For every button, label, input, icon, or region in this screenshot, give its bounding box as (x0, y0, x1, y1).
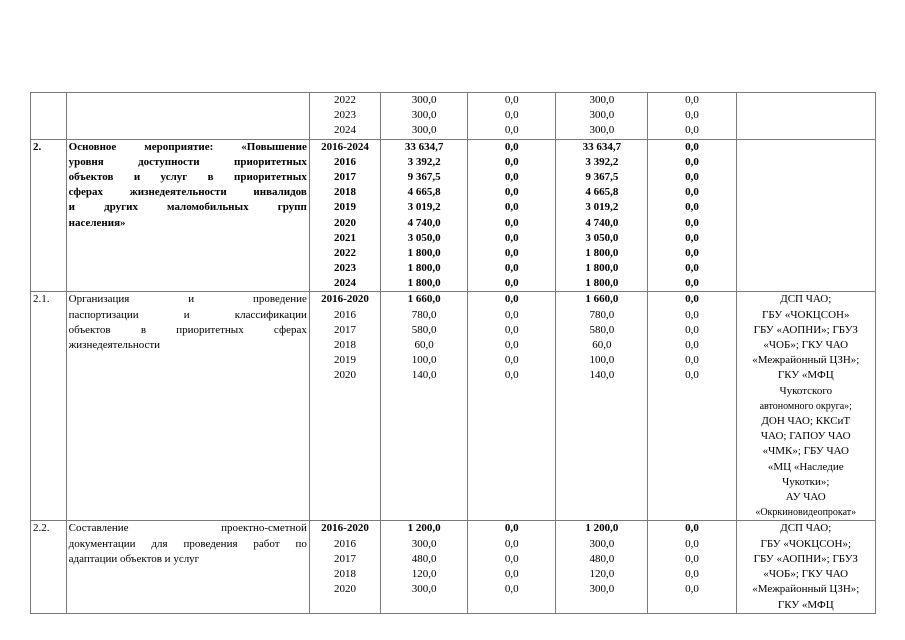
year-cell-row: 2019 (334, 201, 356, 214)
item-number (31, 521, 67, 613)
year-cell-row: 2017 (334, 170, 356, 183)
total-value-row: 140,0 (411, 369, 437, 382)
item-name-line: Составление проектно-сметной (68, 522, 307, 535)
item-number (31, 292, 67, 521)
value-col-4-row: 0,0 (685, 277, 699, 290)
value-col-3-row: 4 665,8 (585, 186, 619, 199)
value-col-3-row: 300,0 (589, 583, 615, 596)
item-number (31, 139, 67, 292)
item-name-line: жизнедеятельности (68, 339, 161, 351)
executor-line: ГБУ «ЧОКЦСОН»; (760, 537, 851, 550)
value-col-3-row: 1 200,0 (585, 522, 619, 535)
value-col-3-row: 100,0 (589, 354, 615, 367)
value-col-3-row: 9 367,5 (585, 170, 619, 183)
executor-line: автономного округа»; (759, 400, 852, 412)
executor-line: АУ ЧАО (785, 491, 826, 504)
value-col-4-row: 0,0 (685, 246, 699, 259)
value-col-4-row: 0,0 (685, 140, 699, 153)
value-col-2-row: 0,0 (504, 216, 519, 229)
total-value-row: 3 050,0 (407, 231, 441, 244)
total-value-row: 300,0 (411, 583, 437, 596)
value-col-3 (556, 521, 648, 613)
item-name (66, 292, 309, 521)
executor-line: ГКУ «МФЦ (777, 598, 834, 611)
item-name-line: объектов в приоритетных сферах (68, 323, 307, 336)
value-col-2-row: 0,0 (504, 354, 519, 367)
year-cell-row: 2020 (334, 216, 356, 229)
year-cell-row: 2016 (334, 537, 356, 550)
executor-line: ДОН ЧАО; ККСиТ (761, 415, 851, 428)
year-cell-row: 2021 (334, 231, 356, 244)
total-value-row: 580,0 (411, 323, 437, 336)
value-col-2-row: 0,0 (504, 201, 519, 214)
item-name-line: Организация и проведение (68, 293, 307, 306)
value-col-4 (648, 93, 736, 140)
value-col-2 (468, 521, 556, 613)
total-value-row: 3 392,2 (407, 155, 441, 168)
executor-line: Чукотки»; (782, 475, 830, 488)
executor-line: «Межрайонный ЦЗН»; (752, 354, 860, 367)
value-col-3-row: 1 660,0 (585, 293, 619, 306)
value-col-3 (556, 139, 648, 292)
total-value (381, 292, 468, 521)
value-col-2-row: 0,0 (504, 552, 519, 565)
value-col-4-row: 0,0 (685, 354, 699, 367)
total-value-row: 300,0 (411, 94, 437, 106)
value-col-4-row: 0,0 (685, 201, 699, 214)
executor-line: ДСП ЧАО; (780, 293, 832, 306)
year-cell-row: 2018 (334, 568, 356, 581)
executors-cell (736, 521, 875, 613)
executor-line: «Окркиновидеопрокат» (755, 507, 857, 519)
value-col-2-row: 0,0 (504, 369, 519, 382)
year-cell-row: 2019 (334, 354, 356, 367)
value-col-3-row: 60,0 (592, 339, 612, 351)
value-col-2-row: 0,0 (504, 155, 519, 168)
total-value-row: 1 200,0 (407, 522, 441, 535)
value-col-3-row: 300,0 (589, 537, 615, 550)
value-col-2-row: 0,0 (504, 537, 519, 550)
value-col-4-row: 0,0 (685, 552, 699, 565)
value-col-3-row: 1 800,0 (585, 246, 619, 259)
executor-line: ДСП ЧАО; (780, 522, 832, 535)
year-cell-row: 2016 (334, 308, 356, 321)
item-name-line: объектов и услуг в приоритетных (68, 170, 307, 183)
value-col-2-row: 0,0 (504, 94, 519, 106)
value-col-2-row: 0,0 (504, 140, 519, 153)
value-col-3-row: 300,0 (589, 109, 615, 122)
value-col-4-row: 0,0 (685, 216, 699, 229)
value-col-3-row: 4 740,0 (585, 216, 619, 229)
executors-cell (736, 292, 875, 521)
value-col-2-row: 0,0 (504, 308, 519, 321)
value-col-4-row: 0,0 (685, 369, 699, 382)
value-col-4-row: 0,0 (685, 583, 699, 596)
total-value-row: 1 800,0 (407, 246, 441, 259)
value-col-3-row: 300,0 (589, 124, 615, 137)
value-col-3-row: 33 634,7 (582, 140, 622, 153)
total-value-row: 120,0 (411, 568, 437, 581)
item-name-line: документации для проведения работ по (68, 537, 307, 550)
year-cell (309, 139, 380, 292)
item-name (66, 139, 309, 292)
executor-line: «ЧОБ»; ГКУ ЧАО (763, 568, 849, 581)
value-col-2-row: 0,0 (504, 231, 519, 244)
item-number-text: 2.1. (33, 293, 50, 306)
table-row (31, 139, 876, 292)
year-cell-row: 2016-2024 (321, 140, 369, 153)
executor-line: «Межрайонный ЦЗН»; (752, 583, 860, 596)
executor-line: Чукотского (779, 384, 833, 397)
value-col-3-row: 3 392,2 (585, 155, 619, 168)
value-col-4-row: 0,0 (685, 94, 699, 106)
table-row (31, 521, 876, 613)
value-col-3-row: 1 800,0 (585, 262, 619, 275)
item-number-text: 2.2. (33, 522, 50, 535)
year-cell-row: 2016-2020 (321, 293, 369, 306)
value-col-4-row: 0,0 (685, 339, 699, 351)
year-cell-row: 2018 (334, 339, 356, 351)
value-col-4-row: 0,0 (685, 155, 699, 168)
value-col-2-row: 0,0 (504, 124, 519, 137)
value-col-4-row: 0,0 (685, 262, 699, 275)
year-cell-row: 2018 (334, 186, 356, 199)
value-col-2 (468, 139, 556, 292)
value-col-4-row: 0,0 (685, 537, 699, 550)
value-col-4-row: 0,0 (685, 231, 699, 244)
value-col-2-row: 0,0 (504, 246, 519, 259)
item-name (66, 521, 309, 613)
value-col-4-row: 0,0 (685, 170, 699, 183)
total-value-row: 3 019,2 (407, 201, 441, 214)
year-cell (309, 93, 380, 140)
table-body (31, 93, 876, 614)
value-col-4-row: 0,0 (685, 308, 699, 321)
total-value (381, 139, 468, 292)
value-col-3-row: 480,0 (589, 552, 615, 565)
item-number (31, 93, 67, 140)
value-col-2-row: 0,0 (504, 339, 519, 351)
table-row (31, 93, 876, 140)
total-value-row: 300,0 (411, 109, 437, 122)
value-col-2-row: 0,0 (504, 568, 519, 581)
value-col-3-row: 300,0 (589, 94, 615, 106)
year-cell-row: 2017 (334, 323, 356, 336)
total-value-row: 4 740,0 (407, 216, 441, 229)
total-value-row: 33 634,7 (404, 140, 444, 153)
value-col-4-row: 0,0 (685, 568, 699, 581)
value-col-2 (468, 292, 556, 521)
year-cell-row: 2023 (334, 262, 356, 275)
value-col-2 (468, 93, 556, 140)
total-value-row: 1 660,0 (407, 293, 441, 306)
value-col-4-row: 0,0 (685, 124, 699, 137)
item-name-line: и других маломобильных групп (68, 201, 307, 214)
item-name-line: уровня доступности приоритетных (68, 155, 307, 168)
year-cell-row: 2020 (334, 583, 356, 596)
value-col-2-row: 0,0 (504, 262, 519, 275)
value-col-4-row: 0,0 (685, 109, 699, 122)
value-col-4-row: 0,0 (685, 323, 699, 336)
value-col-3 (556, 292, 648, 521)
total-value-row: 780,0 (411, 308, 437, 321)
year-cell-row: 2022 (334, 94, 356, 106)
total-value-row: 480,0 (411, 552, 437, 565)
item-name-line: паспортизации и классификации (68, 308, 307, 321)
table-row (31, 292, 876, 521)
year-cell (309, 521, 380, 613)
value-col-3-row: 140,0 (589, 369, 615, 382)
executor-line: ГБУ «АОПНИ»; ГБУЗ (753, 323, 858, 336)
executor-line: «ЧОБ»; ГКУ ЧАО (763, 339, 849, 352)
total-value-row: 9 367,5 (407, 170, 441, 183)
value-col-2-row: 0,0 (504, 323, 519, 336)
total-value-row: 300,0 (411, 537, 437, 550)
total-value (381, 521, 468, 613)
value-col-2-row: 0,0 (504, 109, 519, 122)
value-col-3-row: 3 019,2 (585, 201, 619, 214)
value-col-2-row: 0,0 (504, 186, 519, 199)
value-col-3-row: 3 050,0 (585, 231, 619, 244)
value-col-2-row: 0,0 (504, 522, 519, 535)
value-col-2-row: 0,0 (504, 277, 519, 290)
year-cell-row: 2022 (334, 246, 356, 259)
value-col-4 (648, 292, 736, 521)
value-col-4-row: 0,0 (685, 293, 699, 306)
year-cell-row: 2016-2020 (321, 522, 369, 535)
value-col-3-row: 780,0 (589, 308, 615, 321)
item-name (66, 93, 309, 140)
total-value-row: 300,0 (411, 124, 437, 137)
executor-line: ГКУ «МФЦ (777, 369, 834, 382)
total-value-row: 1 800,0 (407, 262, 441, 275)
value-col-4 (648, 521, 736, 613)
year-cell-row: 2017 (334, 552, 356, 565)
value-col-2-row: 0,0 (504, 583, 519, 596)
total-value-row: 1 800,0 (407, 277, 441, 290)
value-col-3-row: 1 800,0 (585, 277, 619, 290)
value-col-4-row: 0,0 (685, 522, 699, 535)
value-col-2-row: 0,0 (504, 293, 519, 306)
year-cell-row: 2024 (334, 124, 356, 137)
value-col-4-row: 0,0 (685, 186, 699, 199)
year-cell-row: 2023 (334, 109, 356, 122)
executors-cell (736, 93, 875, 140)
year-cell-row: 2020 (334, 369, 356, 382)
value-col-3 (556, 93, 648, 140)
total-value-row: 100,0 (411, 354, 437, 367)
executor-line: ГБУ «АОПНИ»; ГБУЗ (753, 552, 858, 565)
total-value-row: 4 665,8 (407, 186, 441, 199)
item-name-line: Основное мероприятие: «Повышение (68, 140, 307, 153)
executor-line: «МЦ «Наследие (767, 460, 844, 473)
executor-line: «ЧМК»; ГБУ ЧАО (762, 445, 849, 458)
value-col-4 (648, 139, 736, 292)
item-name-line: адаптации объектов и услуг (68, 552, 200, 565)
total-value (381, 93, 468, 140)
executor-line: ЧАО; ГАПОУ ЧАО (760, 430, 851, 443)
year-cell (309, 292, 380, 521)
executors-cell (736, 139, 875, 292)
value-col-3-row: 580,0 (589, 323, 615, 336)
value-col-2-row: 0,0 (504, 170, 519, 183)
item-name-line: сферах жизнедеятельности инвалидов (68, 186, 307, 199)
value-col-3-row: 120,0 (589, 568, 615, 581)
year-cell-row: 2016 (334, 155, 356, 168)
item-number-text: 2. (33, 140, 42, 153)
total-value-row: 60,0 (414, 339, 434, 351)
item-name-line: населения» (68, 216, 126, 229)
year-cell-row: 2024 (334, 277, 356, 290)
executor-line: ГБУ «ЧОКЦСОН» (762, 308, 850, 321)
program-table (30, 92, 876, 614)
